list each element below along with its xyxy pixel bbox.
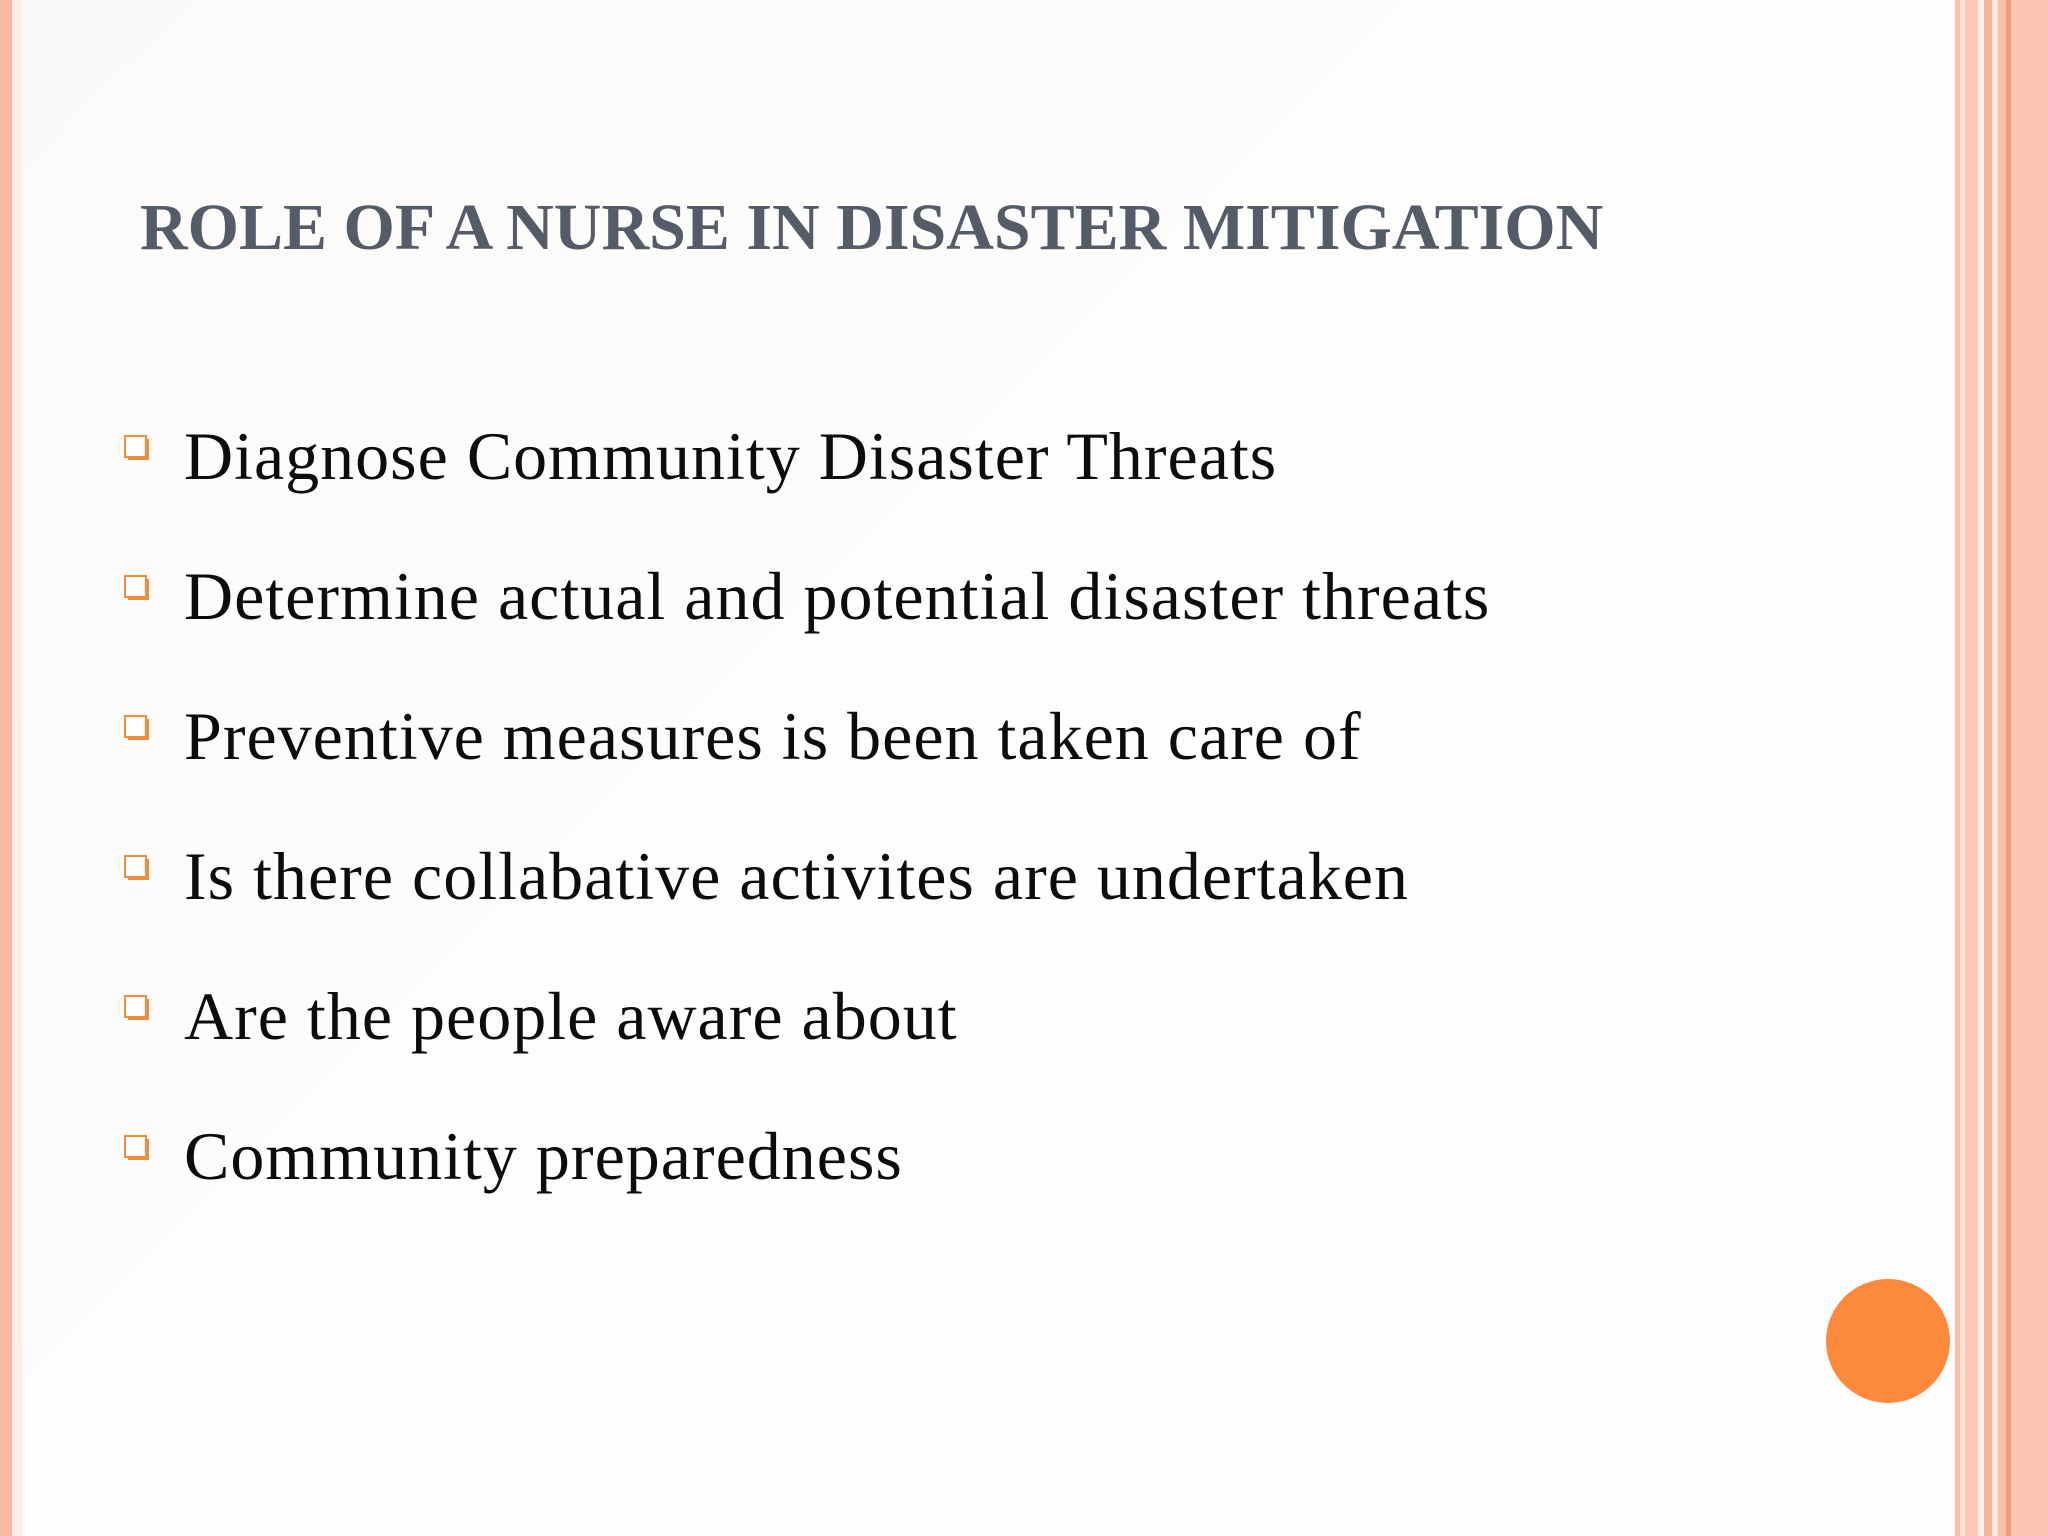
- slide-title: ROLE OF A NURSE IN DISASTER MITIGATION: [140, 191, 1604, 264]
- right-border-stripe: [1998, 0, 2006, 1536]
- bullet-text: Preventive measures is been taken care of: [184, 698, 1362, 774]
- bullet-text: Are the people aware about: [184, 978, 958, 1054]
- orange-circle-decoration: [1826, 1279, 1950, 1403]
- left-border-inner-stripe: [12, 0, 22, 1536]
- hollow-square-bullet-icon: [124, 1135, 154, 1165]
- bullet-item: [124, 411, 1490, 551]
- right-border-stripe: [1965, 0, 1978, 1536]
- right-border-stripe: [1984, 0, 1992, 1536]
- bullet-text: Diagnose Community Disaster Threats: [184, 418, 1278, 494]
- bullet-item: [124, 691, 1490, 831]
- bullet-item: [124, 971, 1490, 1111]
- left-border-stripe: [0, 0, 12, 1536]
- right-border-stripe: [2011, 0, 2048, 1536]
- hollow-square-bullet-icon: [124, 995, 154, 1025]
- hollow-square-bullet-icon: [124, 435, 154, 465]
- hollow-square-bullet-icon: [124, 855, 154, 885]
- hollow-square-bullet-icon: [124, 715, 154, 745]
- hollow-square-bullet-icon: [124, 575, 154, 605]
- bullet-item: [124, 1111, 1490, 1251]
- bullet-text: Community preparedness: [184, 1118, 903, 1194]
- bullet-item: [124, 551, 1490, 691]
- bullet-text: Determine actual and potential disaster threats: [184, 558, 1491, 634]
- bullet-list: [124, 411, 1490, 1251]
- bullet-text: Is there collabative activites are undertaken: [184, 838, 1409, 914]
- bullet-item: [124, 831, 1490, 971]
